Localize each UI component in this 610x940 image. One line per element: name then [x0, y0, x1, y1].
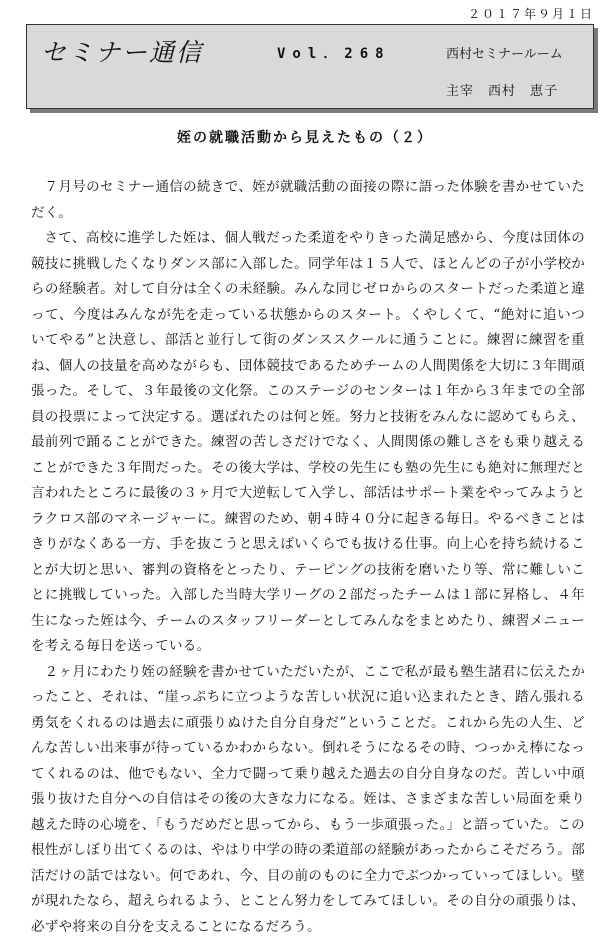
volume-number: Vol．268 — [277, 43, 391, 63]
issue-date: ２０１７年９月１日 — [468, 5, 594, 22]
article-paragraph: ７月号のセミナー通信の続きで、姪が就職活動の面接の際に語った体験を書かせていただく。 — [31, 175, 585, 226]
article-body — [31, 175, 585, 940]
article-title: 姪の就職活動から見えたもの（２） — [0, 127, 610, 147]
newsletter-header — [26, 24, 594, 109]
article-paragraph: さて、高校に進学した姪は、個人戦だった柔道をやりきった満足感から、今度は団体の競技に挑戦したくなりダンス部に入部した。同学年は１５人で、ほとんどの子が小学校からの経験者。対して自分は全くの未経験。みんな同じゼロからのスタートだった柔道と違って、今度はみんなが先を走っている状態からのスタート。くやしくて、“絶対に追いついてやる”と決意し、部活と並行して街のダンススクールに通うことに。練習に練習を重ね、個人の技量を高めながらも、団体競技であるためチームの人間関係を大切に３年間頑張った。そして、３年最後の文化祭。このステージのセンターは１年から３年までの全部員の投票によって決定する。選ばれたのは何と姪。努力と技術をみんなに認めてもらえ、最前列で踊ることができた。練習の苦しさだけでなく、人間関係の難しさをも乗り越えることができた３年間だった。その後大学は、学校の先生にも塾の先生にも絶対に無理だと言われたところに最後の３ヶ月で大逆転して入学し、部活はサポート業をやってみようとラクロス部のマネージャーに。練習のため、朝４時４０分に起きる毎日。やるべきことはきりがなくある一方、手を抜こうと思えばいくらでも抜ける仕事。向上心を持ち続けることが大切と思い、審判の資格をとったり、テーピングの技術を磨いたり等、常に難しいことに挑戦していった。入部した当時大学リーグの２部だったチームは１部に昇格し、４年生になった姪は今、チームのスタッフリーダーとしてみんなをまとめたり、練習メニューを考える毎日を送っている。 — [31, 226, 585, 660]
article-paragraph: ２ヶ月にわたり姪の経験を書かせていただいたが、ここで私が最も塾生諸君に伝えたかったこと、それは、“崖っぷちに立つような苦しい状況に追い込まれたとき、踏ん張れる勇気をくれるのは過去に頑張りぬけた自分自身だ”ということだ。これから先の人生、どんな苦しい出来事が待っているかわからない。倒れそうになるその時、つっかえ棒になってくれるのは、他でもない、全力で闘って乗り越えた過去の自分自身なのだ。苦しい中頑張り抜けた自分への自信はその後の大きな力になる。姪は、さまざまな苦しい局面を乗り越えた時の心境を、「もうだめだと思ってから、もう一歩頑張った。」と語っていた。この根性がしぼり出てくるのは、やはり中学の時の柔道部の経験があったからこそだろう。部活だけの話ではない。何であれ、今、目の前のものに全力でぶつかっていってほしい。壁が現れたなら、超えられるよう、とことん努力をしてみてほしい。その自分の頑張りは、必ずや将来の自分を支えることになるだろう。 — [31, 660, 585, 940]
newsletter-title: セミナー通信 — [41, 33, 203, 69]
host-name: 主宰 西村 恵子 — [446, 80, 558, 99]
organization-name: 西村セミナールーム — [446, 43, 563, 62]
